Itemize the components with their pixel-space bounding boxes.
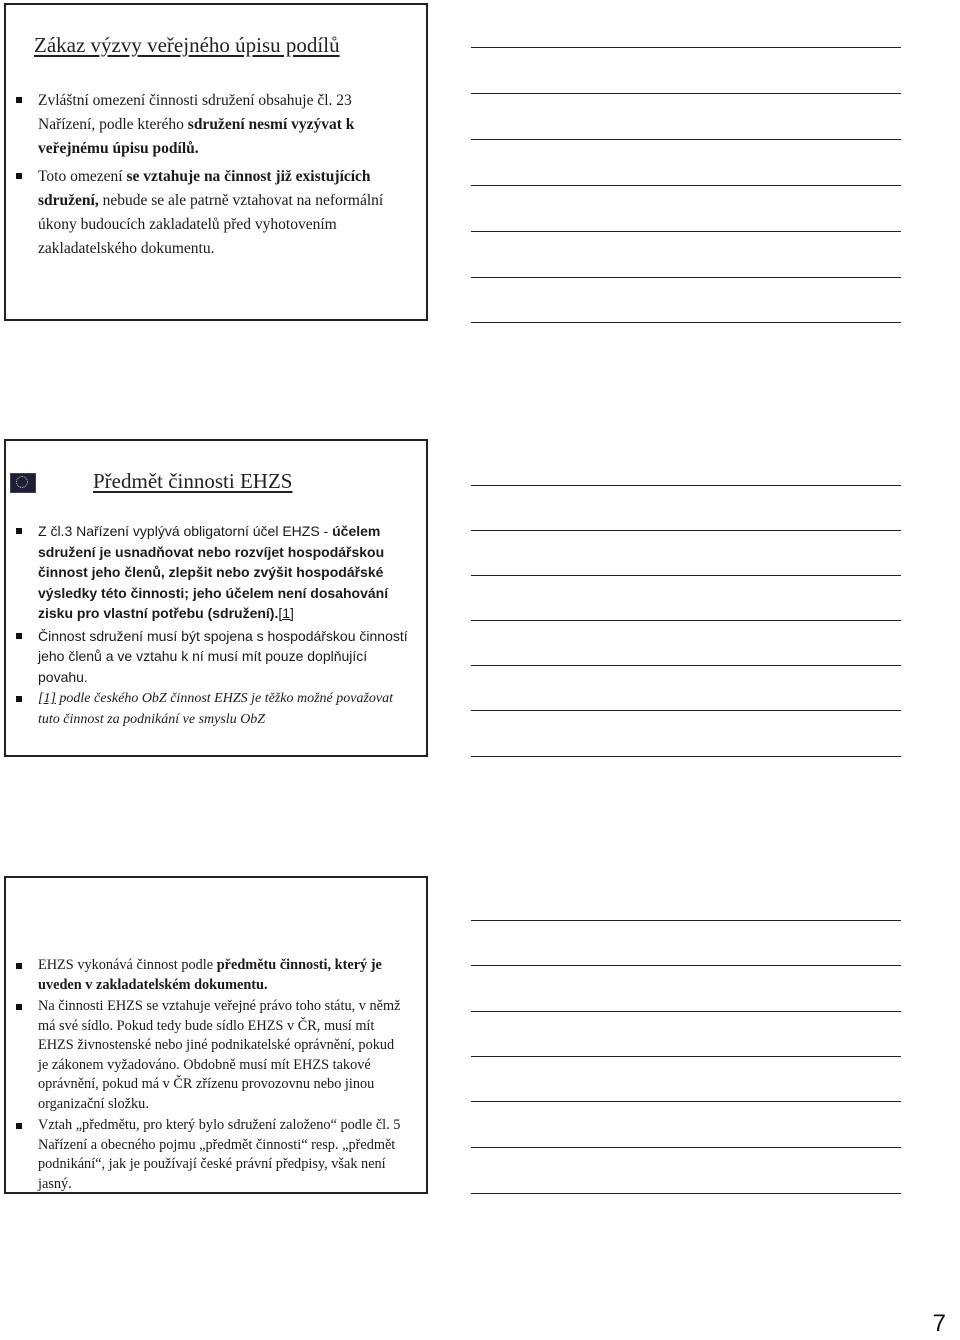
bullet-list [8, 89, 408, 261]
note-line [471, 485, 901, 486]
note-line [471, 920, 901, 921]
note-line [471, 185, 901, 186]
bullet-text: se vztahuje na činnost již existujících sdružení, [38, 168, 371, 209]
bullet-list [8, 956, 408, 1194]
slide-title: Zákaz výzvy veřejného úpisu podílů [34, 33, 340, 57]
slide-title: Předmět činnosti EHZS [93, 469, 293, 493]
note-line [471, 575, 901, 576]
bullet-text: Toto omezení [38, 168, 127, 185]
note-line [471, 277, 901, 278]
bullet-item [8, 165, 408, 261]
bullet-text: podle českého ObZ činnost EHZS je těžko možné považovat tuto činnost za podnikání ve smyslu ObZ [38, 691, 394, 727]
bullet-item [8, 1116, 408, 1194]
note-line [471, 665, 901, 666]
note-line [471, 231, 901, 232]
eu-flag-icon [10, 473, 36, 493]
bullet-text: Zvláštní omezení činnosti sdružení obsahuje čl. 23 Nařízení, podle kterého [38, 92, 352, 133]
note-line [471, 1101, 901, 1102]
page-number: 7 [932, 1310, 946, 1337]
bullet-text: Činnost sdružení musí být spojena s hospodářskou činností jeho členů a ve vztahu k ní musí mít pouze doplňující povahu. [38, 627, 408, 685]
note-line [471, 93, 901, 94]
note-line [471, 710, 901, 711]
footnote-ref-link[interactable]: [1] [38, 691, 56, 706]
note-line [471, 322, 901, 323]
note-line [471, 756, 901, 757]
bullet-text: Na činnosti EHZS se vztahuje veřejné právo toho státu, v němž má své sídlo. Pokud tedy bude sídlo EHZS v ČR, musí mít EHZS živnostenské nebo jiné podnikatelské oprávnění, pokud je zákonem vyžadováno. Obdobně musí mít EHZS takové oprávnění, pokud má v ČR zřízenu provozovnu nebo jinou organizační složku. [38, 998, 401, 1112]
slide-3 [4, 876, 428, 1194]
note-line [471, 530, 901, 531]
note-line [471, 139, 901, 140]
bullet-text: Z čl.3 Nařízení vyplývá obligatorní účel EHZS - [38, 523, 333, 539]
note-line [471, 620, 901, 621]
slide-2 [4, 439, 428, 757]
bullet-list [8, 521, 408, 730]
note-line [471, 47, 901, 48]
bullet-item [8, 997, 408, 1114]
bullet-item [8, 956, 408, 995]
note-line [471, 965, 901, 966]
note-line [471, 1193, 901, 1194]
bullet-text: Vztah „předmětu, pro který bylo sdružení založeno“ podle čl. 5 Nařízení a obecného pojmu „předmět činnosti“ resp. „předmět podnikání“, jak je používají české právní předpisy, však není jasný. [38, 1117, 401, 1192]
bullet-text: účelem sdružení je usnadňovat nebo rozvíjet hospodářskou činnost jeho členů, zlepšit nebo zvýšit hospodářské výsledky této činnosti; jeho účelem není dosahování zisku pro vlastní potřebu (sdružení). [38, 523, 389, 621]
bullet-item [8, 626, 408, 688]
bullet-item [8, 689, 408, 730]
note-line [471, 1056, 901, 1057]
bullet-item [8, 89, 408, 161]
bullet-text: sdružení nesmí vyzývat k veřejnému úpisu podílů. [38, 116, 355, 157]
bullet-text: nebude se ale patrně vztahovat na neformální úkony budoucích zakladatelů před vyhotovením zakladatelského dokumentu. [38, 192, 384, 257]
slide-1 [4, 3, 428, 321]
note-line [471, 1011, 901, 1012]
note-line [471, 1147, 901, 1148]
bullet-text: EHZS vykonává činnost podle [38, 957, 217, 973]
bullet-text: předmětu činnosti, který je uveden v zakladatelském dokumentu. [38, 957, 382, 993]
footnote-ref-link[interactable]: [1] [278, 605, 294, 621]
bullet-item [8, 521, 408, 624]
